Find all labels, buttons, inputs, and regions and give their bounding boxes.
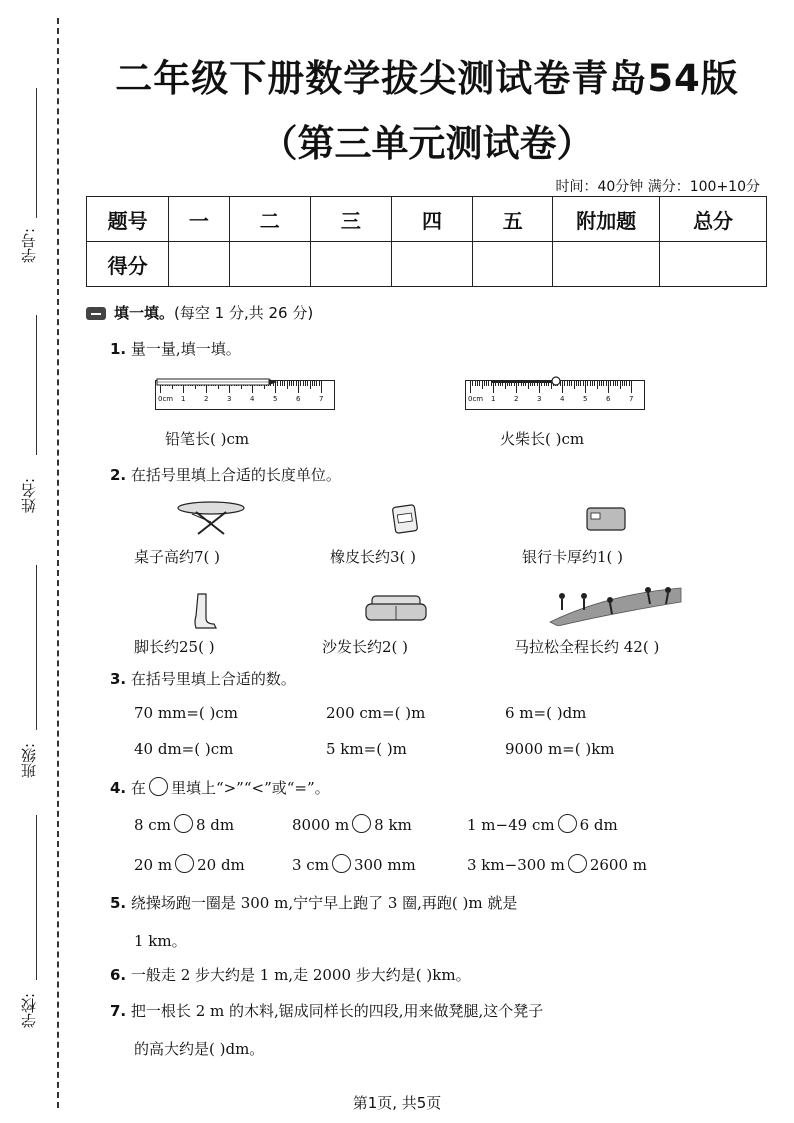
match-icon: [465, 375, 645, 387]
q4-compare-item: 3 km−300 m 2600 m: [467, 856, 647, 874]
pencil-length-label: 铅笔长( )cm: [165, 430, 250, 448]
ruler-number: 6: [296, 395, 301, 403]
question-1: [110, 338, 241, 359]
pencil-icon: [155, 376, 335, 388]
foot-length-item: 脚长约25( ): [134, 638, 215, 656]
question-text: 在: [130, 779, 146, 797]
score-header-cell: 附加题: [553, 197, 660, 242]
question-number: 6.: [110, 966, 127, 984]
student-no-label: 学号:: [20, 227, 38, 263]
question-number: 4.: [110, 779, 127, 797]
ruler-number: 2: [204, 395, 209, 403]
score-cell[interactable]: [310, 242, 391, 287]
foot-icon: [190, 592, 218, 632]
page-subtitle: （第三单元测试卷）: [260, 122, 594, 165]
q3-item: 70 mm=( )cm: [134, 704, 238, 722]
ruler-number: 0cm: [158, 395, 174, 403]
bank-card-icon: [586, 507, 626, 531]
score-table-score-row: [87, 242, 767, 287]
ruler-number: 0cm: [468, 395, 484, 403]
question-text: 量一量,填一填。: [130, 340, 241, 358]
ruler-number: 3: [537, 395, 542, 403]
q3-item: 5 km=( )m: [326, 740, 407, 758]
question-text: 在括号里填上合适的长度单位。: [130, 466, 341, 484]
ruler-number: 1: [491, 395, 496, 403]
card-thickness-item: 银行卡厚约1( ): [522, 548, 624, 566]
ruler-number: 5: [583, 395, 588, 403]
ruler-number: 7: [629, 395, 634, 403]
name-label: 姓名:: [20, 477, 38, 513]
binding-dashed-line: [57, 18, 59, 1108]
ruler-number: 2: [514, 395, 519, 403]
score-cell[interactable]: [553, 242, 660, 287]
score-header-cell: 一: [169, 197, 229, 242]
class-rule: [36, 565, 37, 730]
q4-compare-item: 20 m 20 dm: [134, 856, 245, 874]
score-header-cell: 总分: [660, 197, 767, 242]
question-6: [110, 964, 471, 985]
score-cell[interactable]: [473, 242, 553, 287]
score-cell[interactable]: [229, 242, 310, 287]
question-number: 2.: [110, 466, 127, 484]
marathon-length-item: 马拉松全程长约 42( ): [514, 638, 660, 656]
question-7-continued: 的高大约是( )dm。: [134, 1040, 265, 1058]
question-5: [110, 892, 517, 913]
section-title: 填一填。: [114, 304, 175, 322]
score-header-cell: 四: [391, 197, 472, 242]
ruler-number: 5: [273, 395, 278, 403]
score-header-cell: 三: [310, 197, 391, 242]
question-number: 5.: [110, 894, 127, 912]
ruler-number: 7: [319, 395, 324, 403]
compare-circle[interactable]: [558, 814, 577, 833]
ruler-pencil-figure: [155, 380, 335, 410]
section-badge-icon: [86, 307, 106, 320]
question-number: 1.: [110, 340, 127, 358]
compare-circle[interactable]: [332, 854, 351, 873]
compare-circle[interactable]: [568, 854, 587, 873]
q3-item: 9000 m=( )km: [505, 740, 615, 758]
score-table: [86, 196, 767, 287]
question-2: [110, 464, 341, 485]
q3-item: 6 m=( )dm: [505, 704, 587, 722]
name-rule: [36, 315, 37, 455]
question-3: [110, 668, 296, 689]
question-4: [110, 777, 330, 798]
question-text: 在括号里填上合适的数。: [130, 670, 296, 688]
score-row-label: 得分: [87, 242, 169, 287]
class-label: 班级:: [20, 742, 38, 778]
section-note: (每空 1 分,共 26 分): [174, 304, 314, 322]
marathon-runners-icon: [548, 584, 683, 626]
compare-circle[interactable]: [175, 854, 194, 873]
q4-compare-item: 1 m−49 cm 6 dm: [467, 816, 618, 834]
match-length-label: 火柴长( )cm: [500, 430, 585, 448]
question-text: 里填上“>”“<”或“=”。: [170, 779, 330, 797]
score-header-cell: 题号: [87, 197, 169, 242]
section-1-heading: [86, 302, 313, 323]
q4-compare-item: 8000 m 8 km: [292, 816, 412, 834]
score-cell[interactable]: [660, 242, 767, 287]
score-header-cell: 五: [473, 197, 553, 242]
compare-circle-icon: [149, 777, 168, 796]
score-header-cell: 二: [229, 197, 310, 242]
ruler-match-figure: [465, 380, 645, 410]
q3-item: 40 dm=( )cm: [134, 740, 234, 758]
sofa-length-item: 沙发长约2( ): [322, 638, 409, 656]
page-footer: 第1页, 共5页: [352, 1094, 442, 1112]
exam-info: 时间：40分钟 满分：100+10分: [555, 179, 760, 195]
score-cell[interactable]: [169, 242, 229, 287]
compare-circle[interactable]: [174, 814, 193, 833]
question-text: 一般走 2 步大约是 1 m,走 2000 步大约是( )km。: [130, 966, 471, 984]
page-title: 二年级下册数学拔尖测试卷青岛54版: [115, 57, 739, 100]
q4-compare-item: 3 cm 300 mm: [292, 856, 416, 874]
score-cell[interactable]: [391, 242, 472, 287]
sofa-icon: [364, 592, 428, 628]
ruler-number: 4: [250, 395, 255, 403]
table-height-item: 桌子高约7( ): [134, 548, 221, 566]
ruler-number: 4: [560, 395, 565, 403]
question-text: 绕操场跑一圈是 300 m,宁宁早上跑了 3 圈,再跑( )m 就是: [130, 894, 518, 912]
question-number: 7.: [110, 1002, 127, 1020]
question-5-continued: 1 km。: [134, 932, 187, 950]
compare-circle[interactable]: [352, 814, 371, 833]
ruler-number: 1: [181, 395, 186, 403]
student-no-rule: [36, 88, 37, 218]
question-number: 3.: [110, 670, 127, 688]
q3-item: 200 cm=( )m: [326, 704, 426, 722]
ruler-number: 3: [227, 395, 232, 403]
table-icon: [176, 500, 246, 536]
school-rule: [36, 815, 37, 980]
question-text: 把一根长 2 m 的木料,锯成同样长的四段,用来做凳腿,这个凳子: [130, 1002, 544, 1020]
eraser-icon: [390, 500, 420, 536]
eraser-length-item: 橡皮长约3( ): [330, 548, 417, 566]
school-label: 学校:: [20, 992, 38, 1028]
q4-compare-item: 8 cm 8 dm: [134, 816, 235, 834]
score-table-header-row: [87, 197, 767, 242]
question-7: [110, 1000, 543, 1021]
ruler-number: 6: [606, 395, 611, 403]
